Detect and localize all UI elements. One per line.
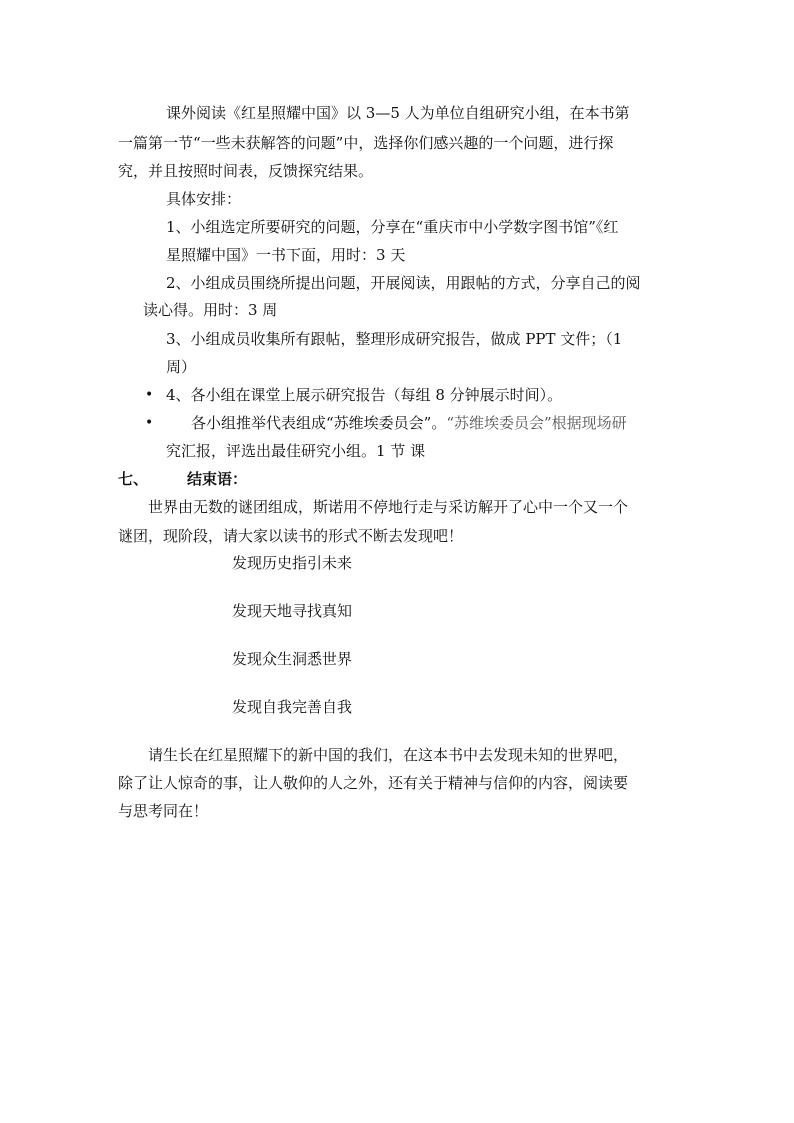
step-5-line-1-part-2: “苏维埃委员会”根据现场研 [446, 414, 627, 432]
step-1-line-1: 1、小组选定所要研究的问题，分享在“重庆市中小学数字图书馆”《红 [166, 218, 619, 236]
discovery-line: 发现众生洞悉世界 [232, 650, 353, 668]
bullet-dot: • [145, 415, 154, 431]
closing-line-1: 请生长在红星照耀下的新中国的我们，在这本书中去发现未知的世界吧， [148, 746, 629, 764]
intro-line-3: 究，并且按照时间表，反馈探究结果。 [118, 162, 374, 180]
step-5-line-1-part-1: 各小组推举代表组成“苏维埃委员会”。 [191, 414, 447, 432]
intro-line-1: 课外阅读《红星照耀中国》以 3—5 人为单位自组研究小组，在本书第 [166, 104, 630, 122]
section-title: 结束语： [187, 470, 248, 488]
step-5-line-2: 究汇报，评选出最佳研究小组。1 节 课 [166, 442, 426, 460]
step-3-line-2: 周） [166, 358, 197, 376]
discovery-line: 发现天地寻找真知 [232, 602, 353, 620]
closing-line-3: 与思考同在！ [118, 802, 209, 820]
step-4-line-1: 4、各小组在课堂上展示研究报告（每组 8 分钟展示时间）。 [166, 386, 563, 404]
conclusion-line-2: 谜团，现阶段，请大家以读书的形式不断去发现吧！ [118, 527, 464, 545]
discovery-line: 发现历史指引未来 [232, 554, 353, 572]
closing-line-2: 除了让人惊奇的事，让人敬仰的人之外，还有关于精神与信仰的内容，阅读要 [118, 774, 629, 792]
conclusion-line-1: 世界由无数的谜团组成，斯诺用不停地行走与采访解开了心中一个又一个 [148, 498, 629, 516]
arrangement-heading: 具体安排： [166, 190, 242, 208]
section-number: 七、 [118, 470, 149, 488]
intro-line-2: 一篇第一节“一些未获解答的问题”中，选择你们感兴趣的一个问题，进行探 [118, 134, 614, 152]
bullet-dot: • [145, 387, 154, 403]
step-1-line-2: 星照耀中国》一书下面，用时：3 天 [166, 246, 406, 264]
step-3-line-1: 3、小组成员收集所有跟帖，整理形成研究报告，做成 PPT 文件；（1 [166, 330, 623, 348]
step-2-line-2: 读心得。用时：3 周 [143, 301, 278, 319]
step-5-line-1 [191, 413, 627, 433]
step-2-line-1: 2、小组成员围绕所提出问题，开展阅读，用跟帖的方式，分享自己的阅 [166, 274, 641, 292]
discovery-line: 发现自我完善自我 [232, 698, 353, 716]
